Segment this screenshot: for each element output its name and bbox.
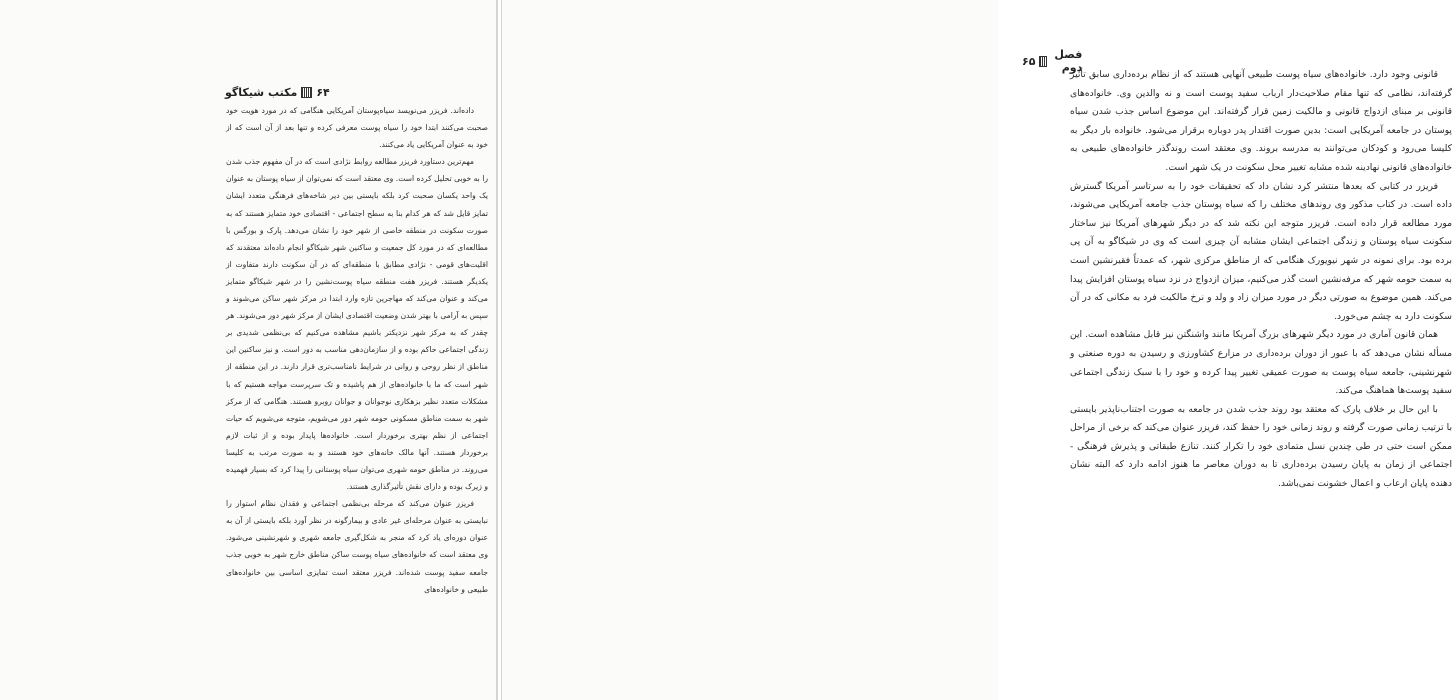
left-running-head-title: مکتب شیکاگو — [225, 86, 298, 99]
ornament-icon — [301, 87, 312, 98]
gutter-left — [496, 0, 498, 700]
right-running-head-title: فصل دوم — [1054, 48, 1083, 74]
left-running-head — [225, 86, 330, 99]
right-page-number: ۶۵ — [1022, 54, 1036, 68]
left-page-number: ۶۴ — [316, 86, 330, 99]
paragraph: با این حال بر خلاف پارک که معتقد بود روند جذب شدن در جامعه به صورت اجتناب‌ناپذیر بایستی با ترتیب زمانی صورت گرفته و روند زمانی خود را حفظ کند، فریزر عنوان می‌کند که برخی از مراحل ممکن است حتی در طی چندین نسل متمادی خود را تکرار کنند. تنازع طبقاتی و پذیرش فرهنگی - اجتماعی از زمان به پایان رسیدن برده‌داری تا به دوران معاصر ما هنوز ادامه دارد که البته نشان دهنده پایان ارعاب و اعمال خشونت نمی‌باشد. — [1070, 403, 1452, 490]
ornament-icon — [1039, 56, 1046, 67]
paragraph: مهم‌ترین دستاورد فریزر مطالعه روابط نژادی است که در آن مفهوم جذب شدن را به خوبی تحلیل کرده است. وی معتقد است که نمی‌توان از سیاه پوستان به عنوان یک واحد یکسان صحبت کرد بلکه بایستی بین دیر شاخه‌های فرهنگی متعدد ایشان تمایز قایل شد که هر کدام بنا به سطح اجتماعی - اقتصادی خود متمایز هستند که به صورت سکونت در منطقه خاصی از شهر خود را نشان می‌دهد. پارک و بورگس با مطالعه‌ای که در مورد کل جمعیت و ساکنین شهر شیکاگو انجام داده‌اند معتقدند که اقلیت‌های قومی - نژادی مطابق با منطقه‌ای که در آن سکونت دارند متفاوت از یکدیگر هستند. فریزر هفت منطقه سیاه پوست‌نشین را در شهر شیکاگو متمایز می‌کند و عنوان می‌کند که مهاجرین تازه وارد ابتدا در مرکز شهر ساکن می‌شوند و سپس به آرامی با بهتر شدن وضعیت اقتصادی ایشان از مرکز شهر دور می‌شوند. هر چقدر که به مرکز شهر نزدیکتر باشیم مشاهده می‌کنیم که بی‌نظمی شدیدی بر زندگی اجتماعی حاکم بوده و از سازمان‌دهی مناسب به دور است. و نیز ساکنین این مناطق از نظر روحی و روانی در شرایط نامناسب‌تری قرار دارند. در این منطقه از شهر است که ما با خانواده‌های از هم پاشیده و تک سرپرست مواجه هستیم که با مشکلات متعدد نظیر بزهکاری نوجوانان و جوانان روبرو هستند. هنگامی که از مرکز شهر به سمت مناطق مسکونی حومه شهر دور می‌شویم، متوجه می‌شویم که حیات اجتماعی از نظم بهتری برخوردار است. خانواده‌ها پایدار بوده و از ثبات لازم برخوردار هستند. آنها مالک خانه‌های خود هستند و به صورت مرتب به کلیسا می‌روند. در مناطق حومه شهری می‌توان سیاه پوستانی را پیدا کرد که بسیار فهمیده و زیرک بوده و دارای نقش تأثیرگذاری هستند. — [226, 157, 488, 492]
right-body-text — [1070, 66, 1452, 494]
left-body-text — [226, 102, 488, 598]
right-page — [502, 0, 1452, 700]
paragraph: فریزر در کتابی که بعدها منتشر کرد نشان داد که تحقیقات خود را به سرتاسر آمریکا گسترش داده است. در کتاب مذکور وی روندهای مختلف را که سیاه پوستان جذب جامعه آمریکایی می‌شوند، مورد مطالعه قرار داده است. فریزر متوجه این نکته شد که در دیگر شهرهای آمریکا نیز ساختار سکونت سیاه پوستان و زندگی اجتماعی ایشان مشابه آن چیزی است که وی در شیکاگو به آن پی برده بود. برای نمونه در شهر نیویورک هنگامی که از مناطق مرکزی شهر، که عمدتاً فقیرنشین است به سمت حومه شهر که مرفه‌نشین است گذر می‌کنیم، میزان ازدواج در نزد سیاه پوستان افزایش پیدا می‌کند. همین موضوع به صورتی دیگر در مورد میزان زاد و ولد و نرخ مالکیت فرد به مکانی که در آن سکونت دارد به چشم می‌خورد. — [1070, 180, 1452, 322]
paragraph: قانونی وجود دارد. خانواده‌های سیاه پوست طبیعی آنهایی هستند که از نظام برده‌داری سابق تأثیر گرفته‌اند، نظامی که تنها مقام صلاحیت‌دار ارباب سفید پوست است و نه والدین وی. خانواده‌های قانونی بر مبنای ازدواج قانونی و مالکیت زمین قرار گرفته‌اند. این موضوع اساس جذب شدن سیاه پوستان در جامعه آمریکایی است: بدین صورت اقتدار پدر دوباره برقرار می‌شود. خانواده بار دیگر به کلیسا می‌رود و کودکان می‌توانند به مدرسه بروند. وی معتقد است روندگذر خانواده‌های طبیعی به خانواده‌های قانونی نهادینه شده مشابه تغییر محل سکونت در یک شهر است. — [1070, 69, 1452, 173]
paragraph: فریزر عنوان می‌کند که مرحله بی‌نظمی اجتماعی و فقدان نظام استوار را نبایستی به عنوان مرحله‌ای غیر عادی و بیمارگونه در نظر آورد بلکه بایستی از آن به عنوان دوره‌ای یاد کرد که منجر به شکل‌گیری جامعه شهری و شهرنشینی می‌شود. وی معتقد است که خانواده‌های سیاه پوست ساکن مناطق خارج شهر به خوبی جذب جامعه سفید پوست شده‌اند. فریزر معتقد است تمایزی اساسی بین خانواده‌های طبیعی و خانواده‌های — [226, 499, 488, 594]
paragraph: داده‌اند. فریزر می‌نویسد سیاه‌پوستان آمریکایی هنگامی که در مورد هویت خود صحبت می‌کنند ابتدا خود را سیاه پوست معرفی کرده و تنها بعد از آن است که از خود به عنوان آمریکایی یاد می‌کنند. — [226, 106, 488, 150]
left-page — [0, 0, 496, 700]
paragraph: همان قانون آماری در مورد دیگر شهرهای بزرگ آمریکا مانند واشنگتن نیز قابل مشاهده است. این مسأله نشان می‌دهد که با عبور از دوران برده‌داری در مزارع کشاورزی و رسیدن به دوره صنعتی و شهرنشینی، جامعه سیاه پوست به صورت عمیقی تغییر پیدا کرده و خود را با سبک زندگی اجتماعی سفید پوست‌ها هماهنگ می‌کند. — [1070, 329, 1452, 397]
